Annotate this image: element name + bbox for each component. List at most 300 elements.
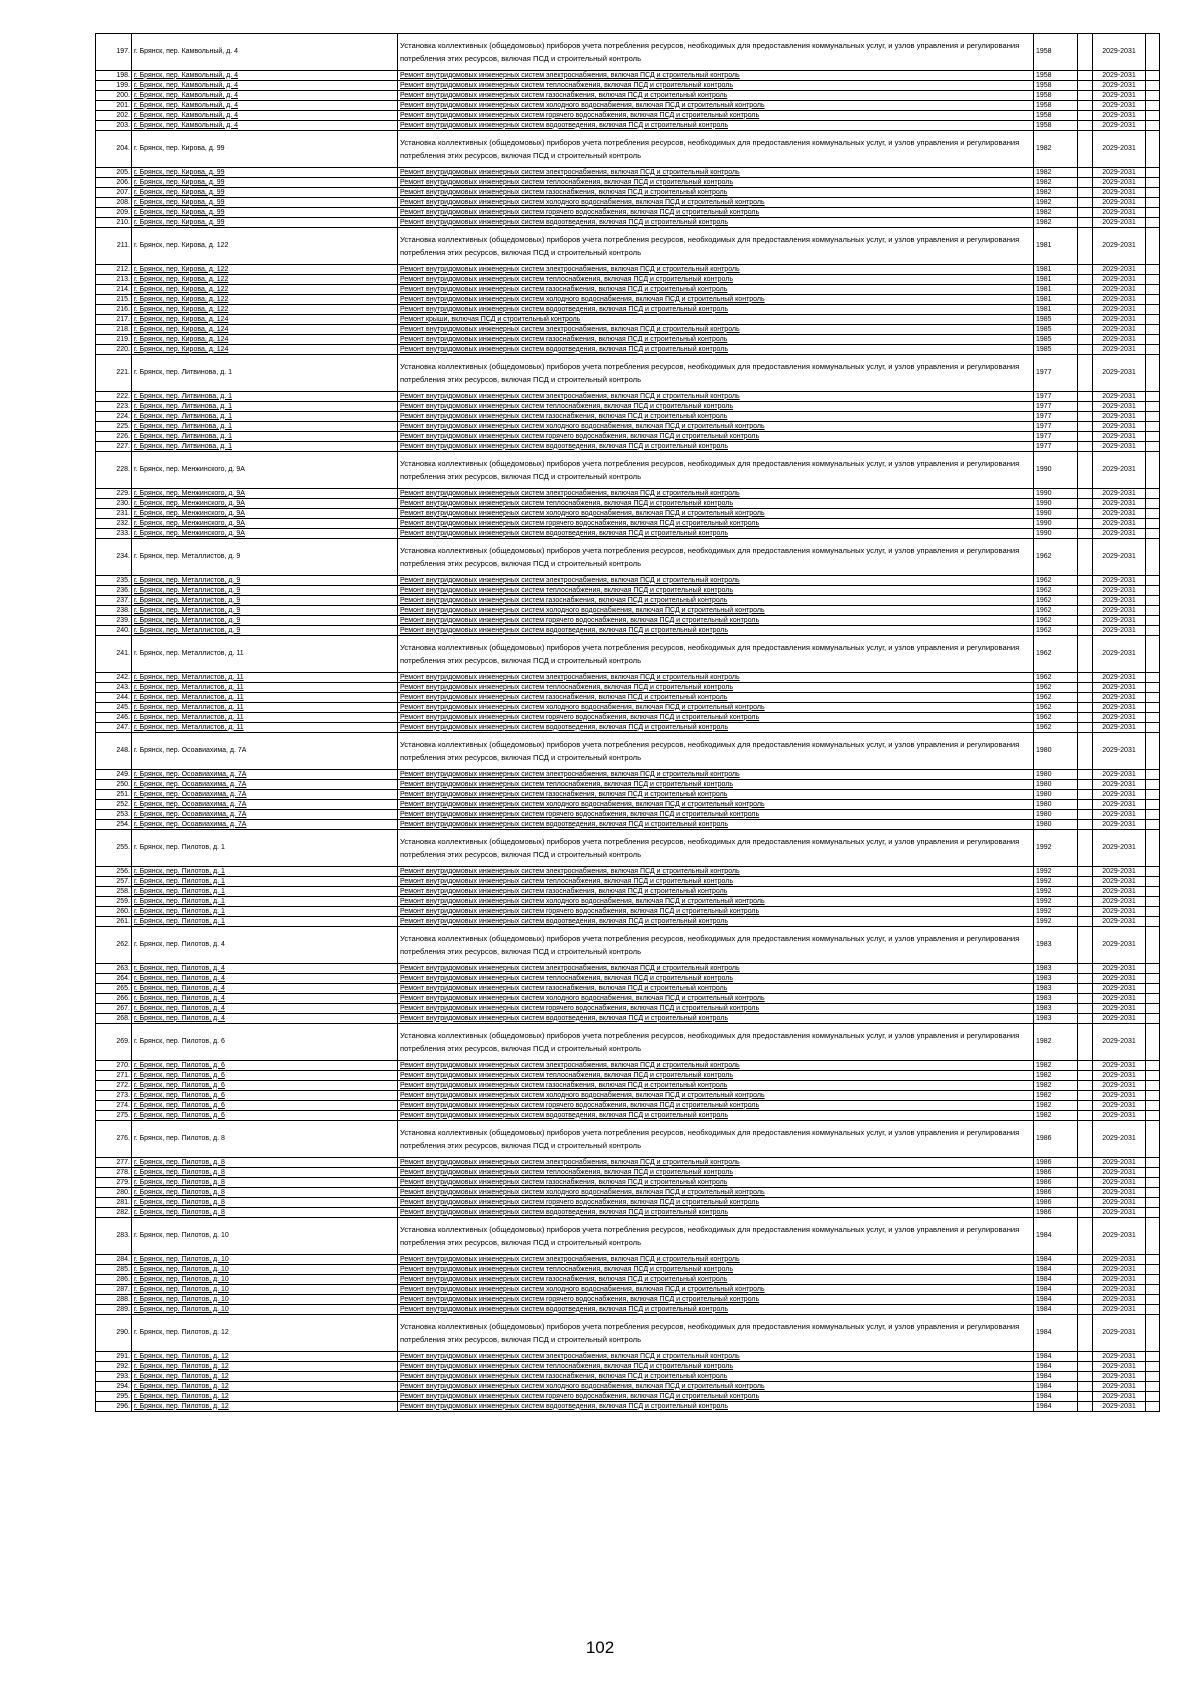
repair-period-cell: 2029-2031 bbox=[1093, 810, 1146, 820]
repair-period-cell: 2029-2031 bbox=[1093, 877, 1146, 887]
year-built-cell: 1984 bbox=[1034, 1295, 1078, 1305]
row-number-cell: 253. bbox=[96, 810, 132, 820]
repair-period-cell: 2029-2031 bbox=[1093, 1255, 1146, 1265]
year-built-cell: 1986 bbox=[1034, 1121, 1078, 1158]
repair-period-cell: 2029-2031 bbox=[1093, 509, 1146, 519]
table-row bbox=[96, 810, 1160, 820]
work-type-cell: Ремонт внутридомовых инженерных систем холодного водоснабжения, включая ПСД и строительный контроль bbox=[398, 295, 1034, 305]
blank-cell bbox=[1146, 770, 1160, 780]
row-number-cell: 201. bbox=[96, 101, 132, 111]
address-cell: г. Брянск, пер. Пилотов, д. 4 bbox=[132, 994, 398, 1004]
blank-cell bbox=[1078, 442, 1093, 452]
row-number-cell: 272. bbox=[96, 1081, 132, 1091]
year-built-cell: 1992 bbox=[1034, 830, 1078, 867]
year-built-cell: 1986 bbox=[1034, 1188, 1078, 1198]
table-row bbox=[96, 305, 1160, 315]
row-number-cell: 226. bbox=[96, 432, 132, 442]
work-type-cell: Установка коллективных (общедомовых) приборов учета потребления ресурсов, необходимых для предоставления коммунальных услуг, и узлов управления и регулирования потребления этих ресурсов, включая ПСД и строительный контроль bbox=[398, 131, 1034, 168]
work-type-cell: Ремонт внутридомовых инженерных систем теплоснабжения, включая ПСД и строительный контроль bbox=[398, 1362, 1034, 1372]
row-number-cell: 264. bbox=[96, 974, 132, 984]
row-number-cell: 283. bbox=[96, 1218, 132, 1255]
row-number-cell: 218. bbox=[96, 325, 132, 335]
address-cell: г. Брянск, пер. Менжинского, д. 9А bbox=[132, 519, 398, 529]
blank-cell bbox=[1146, 1091, 1160, 1101]
address-cell: г. Брянск, пер. Кирова, д. 122 bbox=[132, 275, 398, 285]
blank-cell bbox=[1078, 519, 1093, 529]
table-row bbox=[96, 1121, 1160, 1158]
address-cell: г. Брянск, пер. Металлистов, д. 9 bbox=[132, 616, 398, 626]
blank-cell bbox=[1078, 1014, 1093, 1024]
year-built-cell: 1958 bbox=[1034, 121, 1078, 131]
work-type-cell: Ремонт внутридомовых инженерных систем теплоснабжения, включая ПСД и строительный контроль bbox=[398, 780, 1034, 790]
year-built-cell: 1984 bbox=[1034, 1305, 1078, 1315]
blank-cell bbox=[1146, 529, 1160, 539]
row-number-cell: 250. bbox=[96, 780, 132, 790]
table-row bbox=[96, 228, 1160, 265]
row-number-cell: 222. bbox=[96, 392, 132, 402]
address-cell: г. Брянск, пер. Пилотов, д. 6 bbox=[132, 1091, 398, 1101]
blank-cell bbox=[1078, 218, 1093, 228]
year-built-cell: 1977 bbox=[1034, 402, 1078, 412]
work-type-cell: Ремонт внутридомовых инженерных систем холодного водоснабжения, включая ПСД и строительный контроль bbox=[398, 509, 1034, 519]
year-built-cell: 1962 bbox=[1034, 586, 1078, 596]
row-number-cell: 280. bbox=[96, 1188, 132, 1198]
year-built-cell: 1990 bbox=[1034, 519, 1078, 529]
table-row bbox=[96, 576, 1160, 586]
work-type-cell: Ремонт внутридомовых инженерных систем холодного водоснабжения, включая ПСД и строительный контроль bbox=[398, 1382, 1034, 1392]
blank-cell bbox=[1078, 616, 1093, 626]
work-type-cell: Ремонт внутридомовых инженерных систем газоснабжения, включая ПСД и строительный контроль bbox=[398, 1081, 1034, 1091]
address-cell: г. Брянск, пер. Пилотов, д. 6 bbox=[132, 1081, 398, 1091]
address-cell: г. Брянск, пер. Пилотов, д. 4 bbox=[132, 984, 398, 994]
blank-cell bbox=[1078, 1392, 1093, 1402]
blank-cell bbox=[1078, 499, 1093, 509]
repair-period-cell: 2029-2031 bbox=[1093, 1285, 1146, 1295]
repair-period-cell: 2029-2031 bbox=[1093, 1305, 1146, 1315]
blank-cell bbox=[1078, 1178, 1093, 1188]
blank-cell bbox=[1146, 178, 1160, 188]
row-number-cell: 261. bbox=[96, 917, 132, 927]
year-built-cell: 1990 bbox=[1034, 509, 1078, 519]
table-row bbox=[96, 325, 1160, 335]
repair-period-cell: 2029-2031 bbox=[1093, 867, 1146, 877]
year-built-cell: 1982 bbox=[1034, 1111, 1078, 1121]
year-built-cell: 1982 bbox=[1034, 178, 1078, 188]
repair-period-cell: 2029-2031 bbox=[1093, 927, 1146, 964]
work-type-cell: Ремонт внутридомовых инженерных систем горячего водоснабжения, включая ПСД и строительный контроль bbox=[398, 1101, 1034, 1111]
address-cell: г. Брянск, пер. Пилотов, д. 6 bbox=[132, 1071, 398, 1081]
blank-cell bbox=[1078, 345, 1093, 355]
blank-cell bbox=[1146, 616, 1160, 626]
work-type-cell: Ремонт внутридомовых инженерных систем горячего водоснабжения, включая ПСД и строительный контроль bbox=[398, 1198, 1034, 1208]
year-built-cell: 1980 bbox=[1034, 820, 1078, 830]
blank-cell bbox=[1078, 917, 1093, 927]
blank-cell bbox=[1146, 81, 1160, 91]
address-cell: г. Брянск, пер. Камвольный, д. 4 bbox=[132, 121, 398, 131]
year-built-cell: 1982 bbox=[1034, 208, 1078, 218]
table-row bbox=[96, 1305, 1160, 1315]
address-cell: г. Брянск, пер. Осоавиахима, д. 7А bbox=[132, 790, 398, 800]
blank-cell bbox=[1078, 1295, 1093, 1305]
row-number-cell: 291. bbox=[96, 1352, 132, 1362]
table-row bbox=[96, 1265, 1160, 1275]
blank-cell bbox=[1146, 1014, 1160, 1024]
address-cell: г. Брянск, пер. Металлистов, д. 11 bbox=[132, 713, 398, 723]
year-built-cell: 1985 bbox=[1034, 345, 1078, 355]
blank-cell bbox=[1146, 703, 1160, 713]
address-cell: г. Брянск, пер. Кирова, д. 99 bbox=[132, 218, 398, 228]
row-number-cell: 277. bbox=[96, 1158, 132, 1168]
blank-cell bbox=[1146, 208, 1160, 218]
work-type-cell: Ремонт внутридомовых инженерных систем теплоснабжения, включая ПСД и строительный контроль bbox=[398, 1168, 1034, 1178]
address-cell: г. Брянск, пер. Кирова, д. 122 bbox=[132, 285, 398, 295]
repair-period-cell: 2029-2031 bbox=[1093, 1372, 1146, 1382]
repair-period-cell: 2029-2031 bbox=[1093, 489, 1146, 499]
table-row bbox=[96, 586, 1160, 596]
row-number-cell: 265. bbox=[96, 984, 132, 994]
row-number-cell: 276. bbox=[96, 1121, 132, 1158]
row-number-cell: 231. bbox=[96, 509, 132, 519]
year-built-cell: 1962 bbox=[1034, 636, 1078, 673]
repair-period-cell: 2029-2031 bbox=[1093, 1362, 1146, 1372]
work-type-cell: Ремонт внутридомовых инженерных систем электроснабжения, включая ПСД и строительный контроль bbox=[398, 489, 1034, 499]
address-cell: г. Брянск, пер. Литвинова, д. 1 bbox=[132, 422, 398, 432]
repair-period-cell: 2029-2031 bbox=[1093, 1265, 1146, 1275]
table-row bbox=[96, 830, 1160, 867]
table-row bbox=[96, 917, 1160, 927]
year-built-cell: 1984 bbox=[1034, 1275, 1078, 1285]
blank-cell bbox=[1146, 1121, 1160, 1158]
work-type-cell: Ремонт внутридомовых инженерных систем холодного водоснабжения, включая ПСД и строительный контроль bbox=[398, 101, 1034, 111]
work-type-cell: Ремонт внутридомовых инженерных систем водоотведения, включая ПСД и строительный контроль bbox=[398, 723, 1034, 733]
blank-cell bbox=[1146, 693, 1160, 703]
blank-cell bbox=[1146, 780, 1160, 790]
work-type-cell: Ремонт внутридомовых инженерных систем холодного водоснабжения, включая ПСД и строительный контроль bbox=[398, 1285, 1034, 1295]
work-type-cell: Ремонт внутридомовых инженерных систем электроснабжения, включая ПСД и строительный контроль bbox=[398, 576, 1034, 586]
table-row bbox=[96, 402, 1160, 412]
repair-period-cell: 2029-2031 bbox=[1093, 616, 1146, 626]
row-number-cell: 214. bbox=[96, 285, 132, 295]
repair-period-cell: 2029-2031 bbox=[1093, 596, 1146, 606]
table-row bbox=[96, 1295, 1160, 1305]
table-row bbox=[96, 683, 1160, 693]
blank-cell bbox=[1146, 34, 1160, 71]
blank-cell bbox=[1078, 1111, 1093, 1121]
blank-cell bbox=[1078, 178, 1093, 188]
table-row bbox=[96, 1218, 1160, 1255]
blank-cell bbox=[1146, 1101, 1160, 1111]
repair-period-cell: 2029-2031 bbox=[1093, 576, 1146, 586]
table-row bbox=[96, 1081, 1160, 1091]
repair-period-cell: 2029-2031 bbox=[1093, 188, 1146, 198]
repair-period-cell: 2029-2031 bbox=[1093, 683, 1146, 693]
address-cell: г. Брянск, пер. Литвинова, д. 1 bbox=[132, 355, 398, 392]
work-type-cell: Ремонт внутридомовых инженерных систем электроснабжения, включая ПСД и строительный контроль bbox=[398, 1352, 1034, 1362]
blank-cell bbox=[1078, 867, 1093, 877]
blank-cell bbox=[1146, 626, 1160, 636]
row-number-cell: 203. bbox=[96, 121, 132, 131]
address-cell: г. Брянск, пер. Металлистов, д. 9 bbox=[132, 626, 398, 636]
address-cell: г. Брянск, пер. Камвольный, д. 4 bbox=[132, 71, 398, 81]
row-number-cell: 245. bbox=[96, 703, 132, 713]
row-number-cell: 269. bbox=[96, 1024, 132, 1061]
blank-cell bbox=[1078, 1362, 1093, 1372]
address-cell: г. Брянск, пер. Пилотов, д. 10 bbox=[132, 1285, 398, 1295]
address-cell: г. Брянск, пер. Осоавиахима, д. 7А bbox=[132, 733, 398, 770]
blank-cell bbox=[1146, 355, 1160, 392]
table-row bbox=[96, 1285, 1160, 1295]
address-cell: г. Брянск, пер. Пилотов, д. 6 bbox=[132, 1024, 398, 1061]
table-row bbox=[96, 208, 1160, 218]
address-cell: г. Брянск, пер. Металлистов, д. 11 bbox=[132, 636, 398, 673]
table-row bbox=[96, 355, 1160, 392]
blank-cell bbox=[1146, 927, 1160, 964]
blank-cell bbox=[1146, 964, 1160, 974]
table-row bbox=[96, 927, 1160, 964]
year-built-cell: 1981 bbox=[1034, 265, 1078, 275]
work-type-cell: Ремонт внутридомовых инженерных систем газоснабжения, включая ПСД и строительный контроль bbox=[398, 412, 1034, 422]
row-number-cell: 288. bbox=[96, 1295, 132, 1305]
year-built-cell: 1962 bbox=[1034, 626, 1078, 636]
repair-period-cell: 2029-2031 bbox=[1093, 412, 1146, 422]
blank-cell bbox=[1146, 315, 1160, 325]
row-number-cell: 273. bbox=[96, 1091, 132, 1101]
work-type-cell: Ремонт внутридомовых инженерных систем газоснабжения, включая ПСД и строительный контроль bbox=[398, 188, 1034, 198]
year-built-cell: 1982 bbox=[1034, 1101, 1078, 1111]
blank-cell bbox=[1146, 810, 1160, 820]
work-type-cell: Ремонт внутридомовых инженерных систем холодного водоснабжения, включая ПСД и строительный контроль bbox=[398, 897, 1034, 907]
row-number-cell: 290. bbox=[96, 1315, 132, 1352]
blank-cell bbox=[1146, 576, 1160, 586]
row-number-cell: 233. bbox=[96, 529, 132, 539]
blank-cell bbox=[1078, 228, 1093, 265]
blank-cell bbox=[1078, 1121, 1093, 1158]
row-number-cell: 241. bbox=[96, 636, 132, 673]
year-built-cell: 1985 bbox=[1034, 335, 1078, 345]
blank-cell bbox=[1078, 392, 1093, 402]
year-built-cell: 1982 bbox=[1034, 1071, 1078, 1081]
repair-period-cell: 2029-2031 bbox=[1093, 1402, 1146, 1412]
blank-cell bbox=[1146, 1208, 1160, 1218]
table-row bbox=[96, 974, 1160, 984]
table-row bbox=[96, 994, 1160, 1004]
repair-period-cell: 2029-2031 bbox=[1093, 907, 1146, 917]
work-type-cell: Ремонт внутридомовых инженерных систем теплоснабжения, включая ПСД и строительный контроль bbox=[398, 586, 1034, 596]
year-built-cell: 1992 bbox=[1034, 887, 1078, 897]
blank-cell bbox=[1146, 1081, 1160, 1091]
address-cell: г. Брянск, пер. Камвольный, д. 4 bbox=[132, 101, 398, 111]
address-cell: г. Брянск, пер. Пилотов, д. 10 bbox=[132, 1218, 398, 1255]
work-type-cell: Ремонт внутридомовых инженерных систем холодного водоснабжения, включая ПСД и строительный контроль bbox=[398, 606, 1034, 616]
work-type-cell: Ремонт внутридомовых инженерных систем электроснабжения, включая ПСД и строительный контроль bbox=[398, 673, 1034, 683]
work-type-cell: Установка коллективных (общедомовых) приборов учета потребления ресурсов, необходимых для предоставления коммунальных услуг, и узлов управления и регулирования потребления этих ресурсов, включая ПСД и строительный контроль bbox=[398, 1024, 1034, 1061]
blank-cell bbox=[1078, 1382, 1093, 1392]
blank-cell bbox=[1146, 683, 1160, 693]
year-built-cell: 1992 bbox=[1034, 867, 1078, 877]
table-row bbox=[96, 452, 1160, 489]
table-row bbox=[96, 1061, 1160, 1071]
blank-cell bbox=[1078, 1402, 1093, 1412]
repair-period-cell: 2029-2031 bbox=[1093, 830, 1146, 867]
table-row bbox=[96, 295, 1160, 305]
table-row bbox=[96, 1024, 1160, 1061]
table-row bbox=[96, 877, 1160, 887]
blank-cell bbox=[1078, 422, 1093, 432]
repair-period-cell: 2029-2031 bbox=[1093, 673, 1146, 683]
address-cell: г. Брянск, пер. Пилотов, д. 10 bbox=[132, 1255, 398, 1265]
repair-period-cell: 2029-2031 bbox=[1093, 168, 1146, 178]
work-type-cell: Ремонт внутридомовых инженерных систем холодного водоснабжения, включая ПСД и строительный контроль bbox=[398, 422, 1034, 432]
work-type-cell: Ремонт внутридомовых инженерных систем теплоснабжения, включая ПСД и строительный контроль bbox=[398, 275, 1034, 285]
blank-cell bbox=[1078, 111, 1093, 121]
table-row bbox=[96, 265, 1160, 275]
blank-cell bbox=[1078, 275, 1093, 285]
work-type-cell: Ремонт внутридомовых инженерных систем водоотведения, включая ПСД и строительный контроль bbox=[398, 218, 1034, 228]
work-type-cell: Ремонт внутридомовых инженерных систем теплоснабжения, включая ПСД и строительный контроль bbox=[398, 81, 1034, 91]
blank-cell bbox=[1078, 1061, 1093, 1071]
work-type-cell: Ремонт внутридомовых инженерных систем газоснабжения, включая ПСД и строительный контроль bbox=[398, 790, 1034, 800]
address-cell: г. Брянск, пер. Пилотов, д. 8 bbox=[132, 1188, 398, 1198]
blank-cell bbox=[1146, 1004, 1160, 1014]
table-row bbox=[96, 1188, 1160, 1198]
repair-period-cell: 2029-2031 bbox=[1093, 519, 1146, 529]
repair-period-cell: 2029-2031 bbox=[1093, 1218, 1146, 1255]
work-type-cell: Установка коллективных (общедомовых) приборов учета потребления ресурсов, необходимых для предоставления коммунальных услуг, и узлов управления и регулирования потребления этих ресурсов, включая ПСД и строительный контроль bbox=[398, 34, 1034, 71]
table-row bbox=[96, 489, 1160, 499]
repair-period-cell: 2029-2031 bbox=[1093, 275, 1146, 285]
blank-cell bbox=[1146, 830, 1160, 867]
repair-period-cell: 2029-2031 bbox=[1093, 887, 1146, 897]
table-row bbox=[96, 713, 1160, 723]
work-type-cell: Ремонт внутридомовых инженерных систем горячего водоснабжения, включая ПСД и строительный контроль bbox=[398, 810, 1034, 820]
year-built-cell: 1977 bbox=[1034, 432, 1078, 442]
year-built-cell: 1990 bbox=[1034, 452, 1078, 489]
table-row bbox=[96, 1208, 1160, 1218]
year-built-cell: 1977 bbox=[1034, 442, 1078, 452]
row-number-cell: 209. bbox=[96, 208, 132, 218]
work-type-cell: Ремонт внутридомовых инженерных систем теплоснабжения, включая ПСД и строительный контроль bbox=[398, 1265, 1034, 1275]
blank-cell bbox=[1146, 596, 1160, 606]
table-row bbox=[96, 188, 1160, 198]
blank-cell bbox=[1146, 101, 1160, 111]
address-cell: г. Брянск, пер. Менжинского, д. 9А bbox=[132, 499, 398, 509]
repair-period-cell: 2029-2031 bbox=[1093, 733, 1146, 770]
blank-cell bbox=[1146, 887, 1160, 897]
blank-cell bbox=[1078, 188, 1093, 198]
address-cell: г. Брянск, пер. Пилотов, д. 1 bbox=[132, 830, 398, 867]
work-type-cell: Ремонт внутридомовых инженерных систем теплоснабжения, включая ПСД и строительный контроль bbox=[398, 402, 1034, 412]
page-number: 102 bbox=[585, 1638, 615, 1657]
year-built-cell: 1958 bbox=[1034, 34, 1078, 71]
blank-cell bbox=[1146, 1265, 1160, 1275]
repair-period-cell: 2029-2031 bbox=[1093, 1392, 1146, 1402]
blank-cell bbox=[1078, 295, 1093, 305]
year-built-cell: 1984 bbox=[1034, 1218, 1078, 1255]
year-built-cell: 1982 bbox=[1034, 198, 1078, 208]
year-built-cell: 1984 bbox=[1034, 1315, 1078, 1352]
row-number-cell: 225. bbox=[96, 422, 132, 432]
blank-cell bbox=[1146, 1392, 1160, 1402]
row-number-cell: 215. bbox=[96, 295, 132, 305]
blank-cell bbox=[1146, 1198, 1160, 1208]
blank-cell bbox=[1078, 1091, 1093, 1101]
table-row bbox=[96, 442, 1160, 452]
blank-cell bbox=[1078, 907, 1093, 917]
repair-period-cell: 2029-2031 bbox=[1093, 780, 1146, 790]
blank-cell bbox=[1078, 1208, 1093, 1218]
work-type-cell: Ремонт внутридомовых инженерных систем электроснабжения, включая ПСД и строительный контроль bbox=[398, 1158, 1034, 1168]
blank-cell bbox=[1078, 1372, 1093, 1382]
address-cell: г. Брянск, пер. Кирова, д. 122 bbox=[132, 295, 398, 305]
blank-cell bbox=[1078, 713, 1093, 723]
year-built-cell: 1983 bbox=[1034, 964, 1078, 974]
blank-cell bbox=[1078, 1255, 1093, 1265]
repair-period-cell: 2029-2031 bbox=[1093, 723, 1146, 733]
address-cell: г. Брянск, пер. Кирова, д. 99 bbox=[132, 198, 398, 208]
work-type-cell: Ремонт внутридомовых инженерных систем водоотведения, включая ПСД и строительный контроль bbox=[398, 917, 1034, 927]
address-cell: г. Брянск, пер. Кирова, д. 124 bbox=[132, 335, 398, 345]
year-built-cell: 1962 bbox=[1034, 576, 1078, 586]
blank-cell bbox=[1078, 1071, 1093, 1081]
blank-cell bbox=[1146, 1402, 1160, 1412]
repair-period-cell: 2029-2031 bbox=[1093, 626, 1146, 636]
blank-cell bbox=[1078, 412, 1093, 422]
blank-cell bbox=[1078, 539, 1093, 576]
year-built-cell: 1986 bbox=[1034, 1208, 1078, 1218]
row-number-cell: 259. bbox=[96, 897, 132, 907]
address-cell: г. Брянск, пер. Камвольный, д. 4 bbox=[132, 81, 398, 91]
table-row bbox=[96, 81, 1160, 91]
work-type-cell: Ремонт внутридомовых инженерных систем водоотведения, включая ПСД и строительный контроль bbox=[398, 442, 1034, 452]
work-type-cell: Ремонт внутридомовых инженерных систем электроснабжения, включая ПСД и строительный контроль bbox=[398, 325, 1034, 335]
row-number-cell: 205. bbox=[96, 168, 132, 178]
blank-cell bbox=[1146, 1255, 1160, 1265]
year-built-cell: 1981 bbox=[1034, 285, 1078, 295]
table-row bbox=[96, 345, 1160, 355]
work-type-cell: Ремонт внутридомовых инженерных систем водоотведения, включая ПСД и строительный контроль bbox=[398, 626, 1034, 636]
work-type-cell: Установка коллективных (общедомовых) приборов учета потребления ресурсов, необходимых для предоставления коммунальных услуг, и узлов управления и регулирования потребления этих ресурсов, включая ПСД и строительный контроль bbox=[398, 1315, 1034, 1352]
row-number-cell: 237. bbox=[96, 596, 132, 606]
blank-cell bbox=[1146, 1188, 1160, 1198]
work-type-cell: Ремонт внутридомовых инженерных систем водоотведения, включая ПСД и строительный контроль bbox=[398, 345, 1034, 355]
repair-period-cell: 2029-2031 bbox=[1093, 1014, 1146, 1024]
year-built-cell: 1984 bbox=[1034, 1362, 1078, 1372]
table-row bbox=[96, 606, 1160, 616]
repair-period-cell: 2029-2031 bbox=[1093, 305, 1146, 315]
blank-cell bbox=[1146, 994, 1160, 1004]
capital-repair-table bbox=[95, 33, 1160, 1412]
repair-period-cell: 2029-2031 bbox=[1093, 121, 1146, 131]
blank-cell bbox=[1146, 907, 1160, 917]
year-built-cell: 1981 bbox=[1034, 305, 1078, 315]
blank-cell bbox=[1146, 402, 1160, 412]
work-type-cell: Ремонт внутридомовых инженерных систем электроснабжения, включая ПСД и строительный контроль bbox=[398, 168, 1034, 178]
blank-cell bbox=[1078, 509, 1093, 519]
work-type-cell: Ремонт внутридомовых инженерных систем горячего водоснабжения, включая ПСД и строительный контроль bbox=[398, 907, 1034, 917]
blank-cell bbox=[1078, 606, 1093, 616]
table-row bbox=[96, 723, 1160, 733]
address-cell: г. Брянск, пер. Пилотов, д. 1 bbox=[132, 917, 398, 927]
repair-period-cell: 2029-2031 bbox=[1093, 1024, 1146, 1061]
repair-period-cell: 2029-2031 bbox=[1093, 897, 1146, 907]
blank-cell bbox=[1078, 974, 1093, 984]
blank-cell bbox=[1146, 713, 1160, 723]
table-row bbox=[96, 1111, 1160, 1121]
blank-cell bbox=[1078, 800, 1093, 810]
year-built-cell: 1958 bbox=[1034, 81, 1078, 91]
year-built-cell: 1984 bbox=[1034, 1265, 1078, 1275]
row-number-cell: 236. bbox=[96, 586, 132, 596]
